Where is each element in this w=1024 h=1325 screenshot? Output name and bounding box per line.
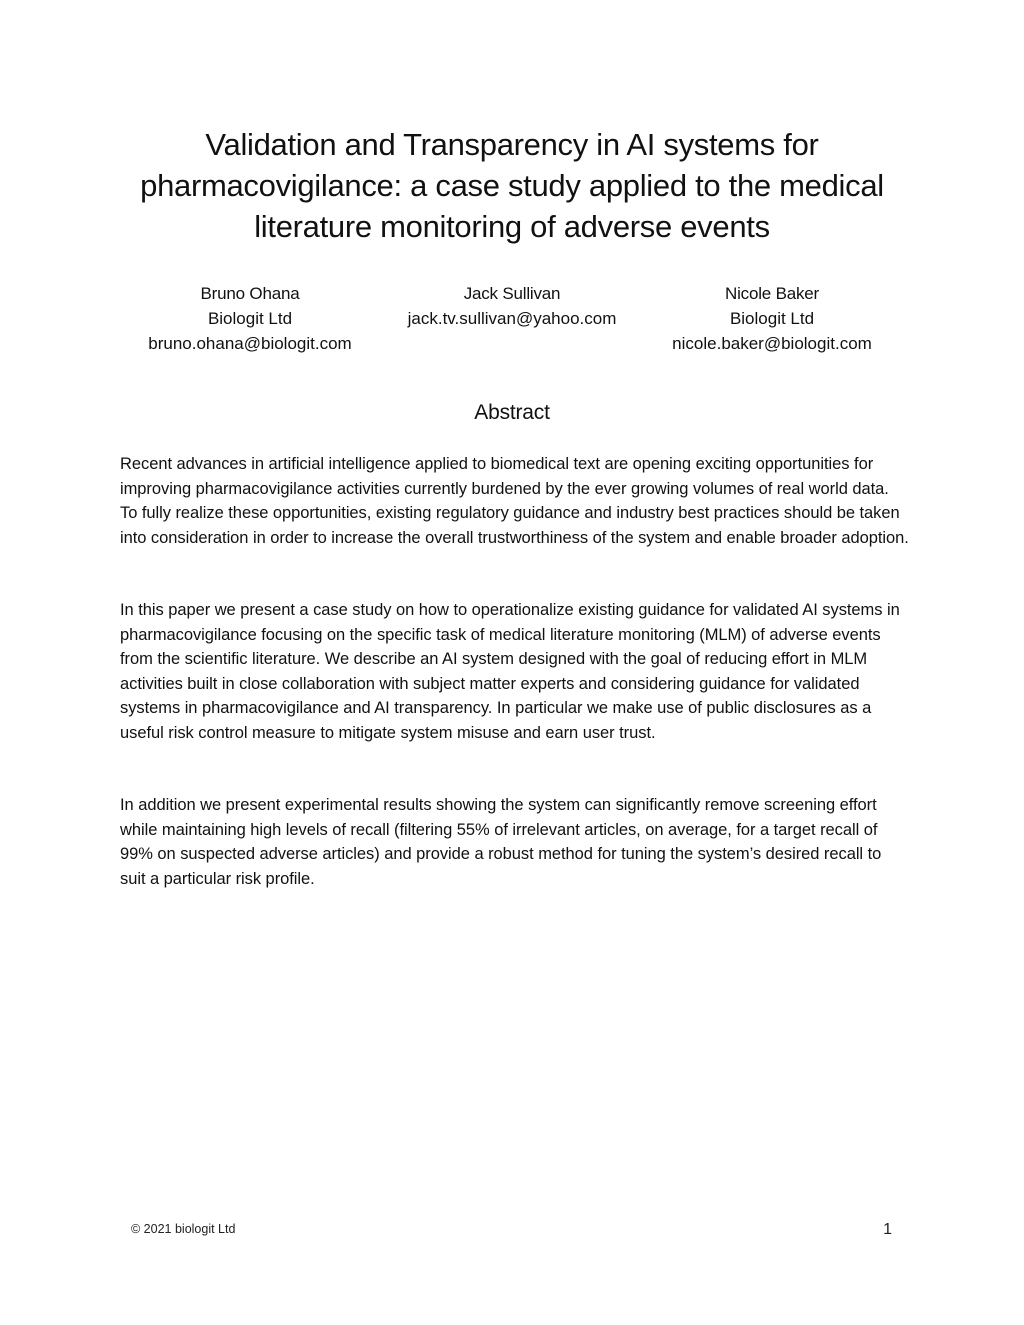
- abstract-paragraph-3: In addition we present experimental results showing the system can significantly remove screening effort while maintaining high levels of recall (filtering 55% of irrelevant articles, on average, for a target recall of 99% on suspected adverse articles) and provide a robust method for tuning the system’s desired recall to suit a particular risk profile.: [120, 796, 882, 888]
- author-block-1: [110, 281, 390, 356]
- abstract-heading: Abstract: [474, 401, 550, 424]
- author-email: nicole.baker@biologit.com: [672, 334, 872, 353]
- author-affiliation: Biologit Ltd: [207, 309, 293, 328]
- author-block-2: [372, 281, 652, 331]
- author-email: jack.tv.sullivan@yahoo.com: [407, 309, 617, 328]
- author-affiliation: Biologit Ltd: [729, 309, 815, 328]
- author-name: Bruno Ohana: [200, 284, 300, 303]
- page-number: 1: [883, 1221, 892, 1238]
- footer-copyright: © 2021 biologit Ltd: [131, 1222, 236, 1236]
- paper-title: Validation and Transparency in AI systems for pharmacovigilance: a case study applied to the medical literature monitoring of adverse events: [140, 127, 884, 244]
- author-block-3: [632, 281, 912, 356]
- abstract-paragraph-1: Recent advances in artificial intelligence applied to biomedical text are opening exciting opportunities for improving pharmacovigilance activities currently burdened by the ever growing volumes of real world data. To fully realize these opportunities, existing regulatory guidance and industry best practices should be taken into consideration in order to increase the overall trustworthiness of the system and enable broader adoption.: [120, 455, 909, 547]
- author-name: Jack Sullivan: [463, 284, 561, 303]
- author-name: Nicole Baker: [725, 284, 819, 303]
- abstract-paragraph-2: In this paper we present a case study on how to operationalize existing guidance for validated AI systems in pharmacovigilance focusing on the specific task of medical literature monitoring (MLM) of adverse events from the scientific literature. We describe an AI system designed with the goal of reducing effort in MLM activities built in close collaboration with subject matter experts and considering guidance for validated systems in pharmacovigilance and AI transparency. In particular we make use of public disclosures as a useful risk control measure to mitigate system misuse and earn user trust.: [120, 601, 900, 742]
- author-email: bruno.ohana@biologit.com: [148, 334, 352, 353]
